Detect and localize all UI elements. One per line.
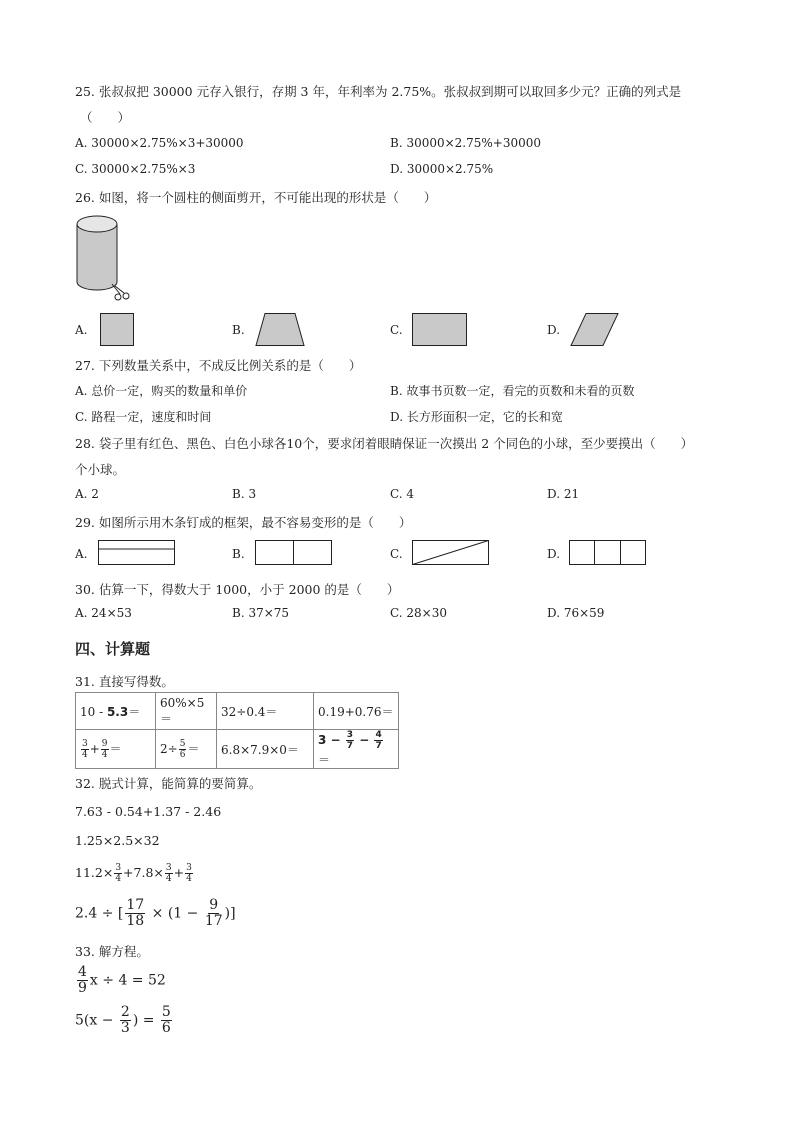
q26-option-d-label: D. <box>547 323 561 337</box>
q25-option-a: A. 30000×2.75%×3+30000 <box>75 136 244 150</box>
q30-option-b: B. 37×75 <box>232 606 290 620</box>
table-cell: 60%×5＝ <box>156 693 217 730</box>
q30-stem: 30. 估算一下，得数大于 1000，小于 2000 的是（ ） <box>75 582 400 597</box>
q29-stem: 29. 如图所示用木条钉成的框架，最不容易变形的是（ ） <box>75 515 412 530</box>
table-row <box>76 730 399 769</box>
table-cell: 32÷0.4＝ <box>217 693 314 730</box>
q25-stem: 25. 张叔叔把 30000 元存入银行，存期 3 年，年利率为 2.75%。张叔叔到期可以取回多少元？正确的列式是 <box>75 84 682 99</box>
q33-equation-2: 5(x − $\frac{2}{3}$ ) = $\frac{5}{6}$ <box>75 1004 171 1036</box>
q26-option-c-label: C. <box>390 323 403 337</box>
frame-two-dividers-shape <box>569 540 649 568</box>
q32-expression-3: 11.2× $\frac{3}{4}$ +7.8× $\frac{3}{4}$ + $\frac{3}{4}$ <box>75 863 192 884</box>
q25-option-b: B. 30000×2.75%+30000 <box>390 136 542 150</box>
q29-option-a-label: A. <box>75 547 88 561</box>
q33-stem: 33. 解方程。 <box>75 944 149 959</box>
table-cell: 10 - 5.3＝ <box>76 693 156 730</box>
table-row <box>76 693 399 730</box>
q28-option-a: A. 2 <box>75 487 99 501</box>
q29-option-d-label: D. <box>547 547 561 561</box>
q28-option-c: C. 4 <box>390 487 415 501</box>
q29-option-c-label: C. <box>390 547 403 561</box>
cylinder-scissors-icon <box>74 212 134 304</box>
q27-option-a: A. 总价一定，购买的数量和单价 <box>75 384 248 398</box>
q28-stem: 28. 袋子里有红色、黑色、白色小球各10个，要求闭着眼睛保证一次摸出 2 个同色的小球，至少要摸出（ ） <box>75 436 694 451</box>
q27-stem: 27. 下列数量关系中，不成反比例关系的是（ ） <box>75 358 362 373</box>
q25-option-d: D. 30000×2.75% <box>390 162 494 176</box>
q28-option-d: D. 21 <box>547 487 580 501</box>
table-cell: 2÷ $\frac{5}{6}$ ＝ <box>156 730 217 769</box>
q32-expression-4: 2.4 ÷ [ $\frac{17}{18}$ × (1 − $\frac{9}{17}$ )] <box>75 897 236 929</box>
q30-option-c: C. 28×30 <box>390 606 447 620</box>
q27-option-d: D. 长方形面积一定，它的长和宽 <box>390 410 563 424</box>
table-cell: 3 − $\frac{3}{7}$ − $\frac{4}{7}$ ＝ <box>314 730 399 769</box>
frame-horizontal-bar-shape <box>98 540 178 568</box>
frame-one-divider-shape <box>255 540 335 568</box>
section-title: 四、计算题 <box>75 640 151 658</box>
q27-option-b: B. 故事书页数一定，看完的页数和未看的页数 <box>390 384 635 398</box>
q32-stem: 32. 脱式计算，能简算的要简算。 <box>75 776 262 791</box>
table-cell: 0.19+0.76＝ <box>314 693 399 730</box>
q28-option-b: B. 3 <box>232 487 257 501</box>
trapezoid-shape <box>255 313 310 348</box>
frame-diagonal-shape <box>412 540 492 568</box>
q29-option-b-label: B. <box>232 547 245 561</box>
q27-option-c: C. 路程一定，速度和时间 <box>75 410 212 424</box>
q26-option-b-label: B. <box>232 323 245 337</box>
q26-option-a-label: A. <box>75 323 88 337</box>
q25-answer-paren: （ ） <box>80 110 131 125</box>
mental-math-table <box>75 692 399 769</box>
q28-stem-continued: 个小球。 <box>75 462 126 477</box>
q26-stem: 26. 如图，将一个圆柱的侧面剪开，不可能出现的形状是（ ） <box>75 190 437 205</box>
parallelogram-shape <box>570 313 625 348</box>
q32-expression-1: 7.63 - 0.54+1.37 - 2.46 <box>75 804 222 819</box>
q30-option-d: D. 76×59 <box>547 606 605 620</box>
q33-equation-1: $\frac{4}{9}$ x ÷ 4 = 52 <box>78 964 166 996</box>
q31-stem: 31. 直接写得数。 <box>75 674 174 689</box>
table-cell: 6.8×7.9×0＝ <box>217 730 314 769</box>
table-cell: $\frac{3}{4}$ + $\frac{9}{4}$ ＝ <box>76 730 156 769</box>
q25-option-c: C. 30000×2.75%×3 <box>75 162 196 176</box>
q32-expression-2: 1.25×2.5×32 <box>75 833 160 848</box>
square-shape <box>100 313 140 348</box>
q30-option-a: A. 24×53 <box>75 606 132 620</box>
rectangle-shape <box>412 313 472 348</box>
